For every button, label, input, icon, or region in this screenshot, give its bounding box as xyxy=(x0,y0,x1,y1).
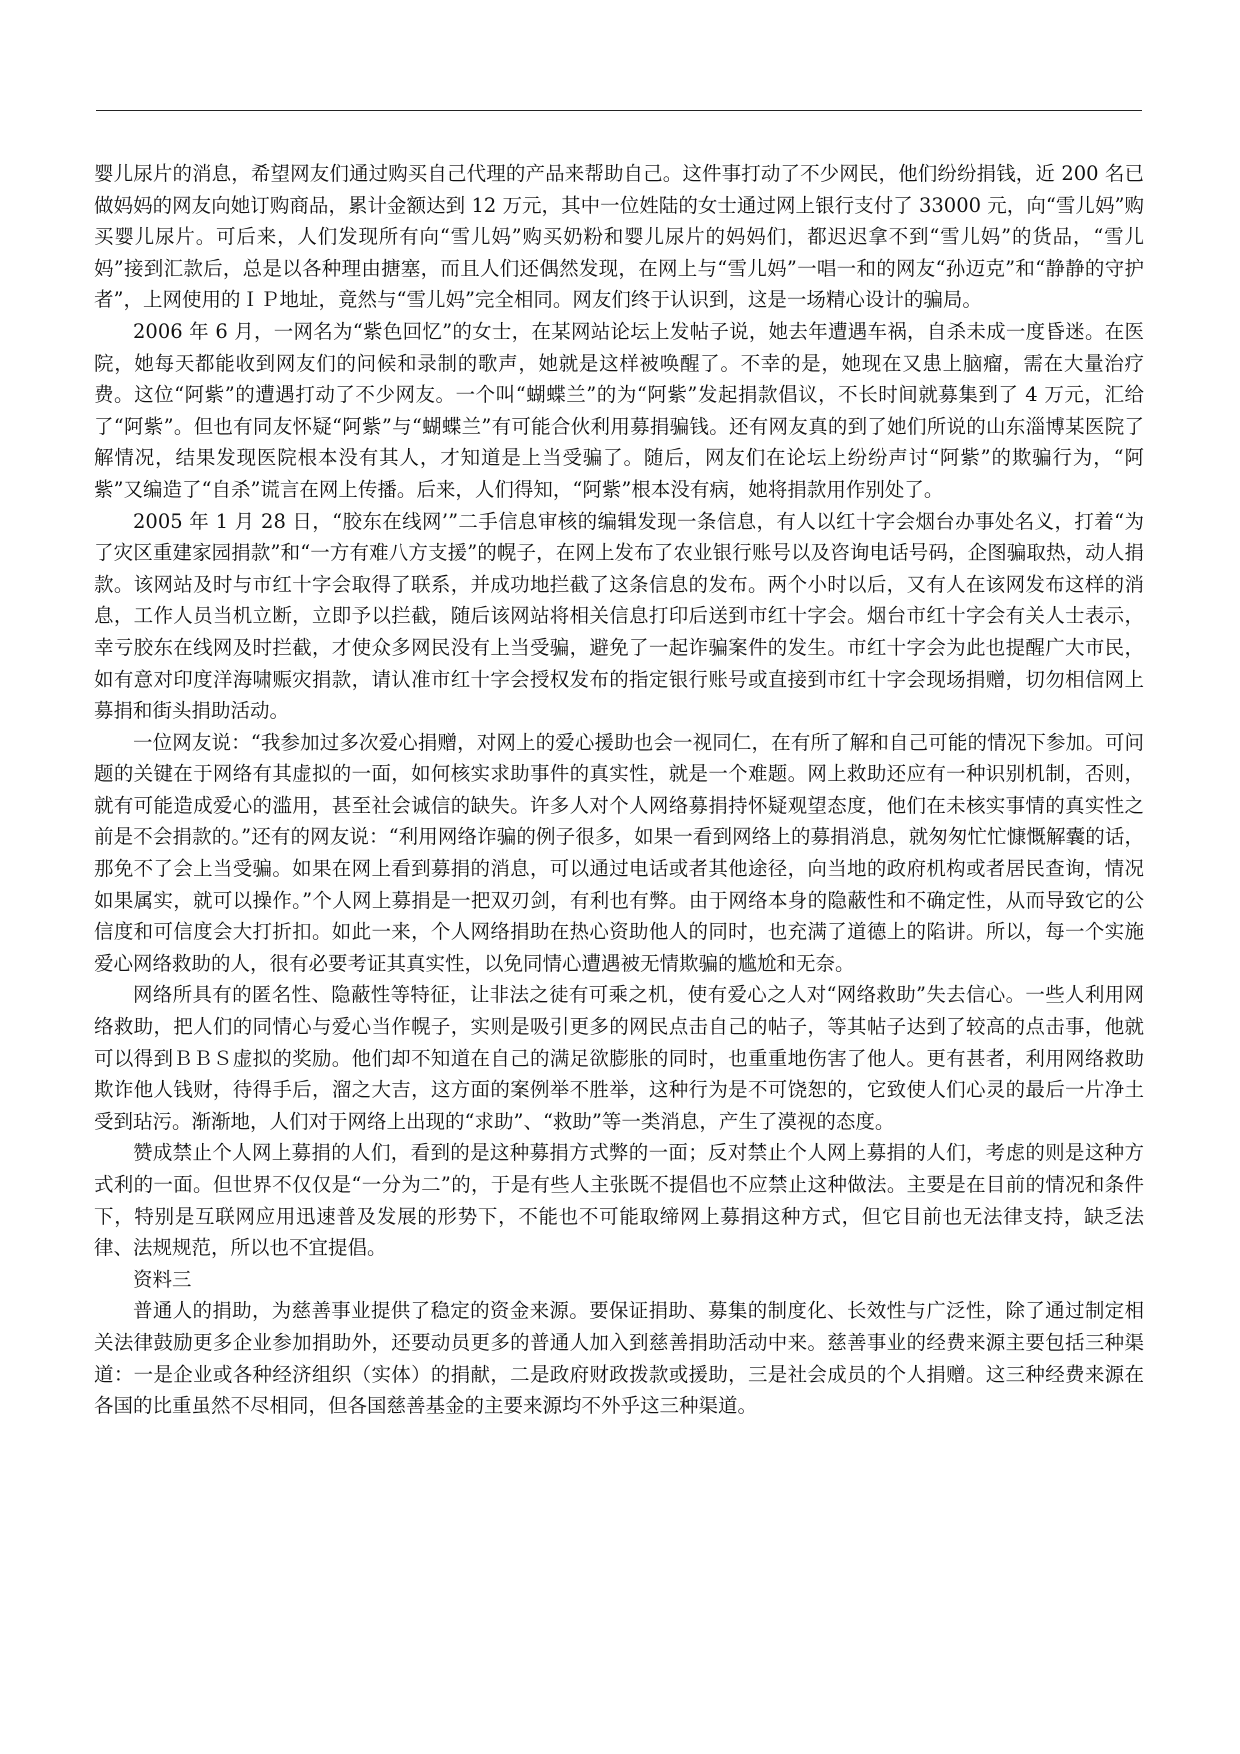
document-body xyxy=(94,158,1144,1422)
paragraph: 普通人的捐助，为慈善事业提供了稳定的资金来源。要保证捐助、募集的制度化、长效性与广泛性，除了通过制定相关法律鼓励更多企业参加捐助外，还要动员更多的普通人加入到慈善捐助活动中来。慈善事业的经费来源主要包括三种渠道：一是企业或各种经济组织（实体）的捐献，二是政府财政拨款或援助，三是社会成员的个人捐赠。这三种经费来源在各国的比重虽然不尽相同，但各国慈善基金的主要来源均不外乎这三种渠道。 xyxy=(94,1299,1144,1418)
paragraph: 2006 年 6 月，一网名为“紫色回忆”的女士，在某网站论坛上发帖子说，她去年遭遇车祸，自杀未成一度昏迷。在医院，她每天都能收到网友们的问候和录制的歌声，她就是这样被唤醒了。不幸的是，她现在又患上脑瘤，需在大量治疗费。这位“阿紫”的遭遇打动了不少网友。一个叫“蝴蝶兰”的为“阿紫”发起捐款倡议，不长时间就募集到了 4 万元，汇给了“阿紫”。但也有同友怀疑“阿紫”与“蝴蝶兰”有可能合伙利用募捐骗钱。还有网友真的到了她们所说的山东淄博某医院了解情况，结果发现医院根本没有其人，才知道是上当受骗了。随后，网友们在论坛上纷纷声讨“阿紫”的欺骗行为，“阿紫”又编造了“自杀”谎言在网上传播。后来，人们得知，“阿紫”根本没有病，她将捐款用作别处了。 xyxy=(94,319,1144,501)
paragraph: 2005 年 1 月 28 日，“胶东在线网’”二手信息审核的编辑发现一条信息，有人以红十字会烟台办事处名义，打着“为了灾区重建家园捐款”和“一方有难八方支援”的幌子，在网上发布了农业银行账号以及咨询电话号码，企图骗取热，动人捐款。该网站及时与市红十字会取得了联系，并成功地拦截了这条信息的发布。两个小时以后，又有人在该网发布这样的消息，工作人员当机立断，立即予以拦截，随后该网站将相关信息打印后送到市红十字会。烟台市红十字会有关人士表示，幸亏胶东在线网及时拦截，才使众多网民没有上当受骗，避免了一起诈骗案件的发生。市红十字会为此也提醒广大市民，如有意对印度洋海啸赈灾捐款，请认准市红十字会授权发布的指定银行账号或直接到市红十字会现场捐赠，切勿相信网上募捐和街头捐助活动。 xyxy=(94,509,1144,723)
paragraph: 赞成禁止个人网上募捐的人们，看到的是这种募捐方式弊的一面；反对禁止个人网上募捐的人们，考虑的则是这种方式利的一面。但世界不仅仅是“一分为二”的，于是有些人主张既不提倡也不应禁止这种做法。主要是在目前的情况和条件下，特别是互联网应用迅速普及发展的形势下，不能也不可能取缔网上募捐这种方式，但它目前也无法律支持，缺乏法律、法规规范，所以也不宜提倡。 xyxy=(94,1141,1144,1260)
header-rule xyxy=(96,110,1142,111)
paragraph: 一位网友说：“我参加过多次爱心捐赠，对网上的爱心援助也会一视同仁，在有所了解和自己可能的情况下参加。可问题的关键在于网络有其虚拟的一面，如何核实求助事件的真实性，就是一个难题。网上救助还应有一种识别机制，否则，就有可能造成爱心的滥用，甚至社会诚信的缺失。许多人对个人网络募捐持怀疑观望态度，他们在未核实事情的真实性之前是不会捐款的。”还有的网友说：“利用网络诈骗的例子很多，如果一看到网络上的募捐消息，就匆匆忙忙慷慨解囊的话，那免不了会上当受骗。如果在网上看到募捐的消息，可以通过电话或者其他途径，向当地的政府机构或者居民查询，情况如果属实，就可以操作。”个人网上募捐是一把双刃剑，有利也有弊。由于网络本身的隐蔽性和不确定性，从而导致它的公信度和可信度会大打折扣。如此一来，个人网络捐助在热心资助他人的同时，也充满了道德上的陷讲。所以，每一个实施爱心网络救助的人，很有必要考证其真实性，以免同情心遭遇被无情欺骗的尴尬和无奈。 xyxy=(94,730,1144,975)
section-heading: 资料三 xyxy=(133,1267,192,1291)
paragraph: 网络所具有的匿名性、隐蔽性等特征，让非法之徒有可乘之机，使有爱心之人对“网络救助”失去信心。一些人利用网络救助，把人们的同情心与爱心当作幌子，实则是吸引更多的网民点击自己的帖子，等其帖子达到了较高的点击事，他就可以得到ＢＢＳ虚拟的奖励。他们却不知道在自己的满足欲膨胀的同时，也重重地伤害了他人。更有甚者，利用网络救助欺诈他人钱财，待得手后，溜之大吉，这方面的案例举不胜举，这种行为是不可饶恕的，它致使人们心灵的最后一片净土受到玷污。渐渐地，人们对于网络上出现的“求助”、“救助”等一类消息，产生了漠视的态度。 xyxy=(94,983,1144,1133)
paragraph-continued: 婴儿尿片的消息，希望网友们通过购买自己代理的产品来帮助自己。这件事打动了不少网民，他们纷纷捐钱，近 200 名已做妈妈的网友向她订购商品，累计金额达到 12 万元，其中一位姓陆的女士通过网上银行支付了 33000 元，向“雪儿妈”购买婴儿尿片。可后来，人们发现所有向“雪儿妈”购买奶粉和婴儿尿片的妈妈们，都迟迟拿不到“雪儿妈”的货品，“雪儿妈”接到汇款后，总是以各种理由搪塞，而且人们还偶然发现，在网上与“雪儿妈”一唱一和的网友“孙迈克”和“静静的守护者”，上网使用的ＩＰ地址，竟然与“雪儿妈”完全相同。网友们终于认识到，这是一场精心设计的骗局。 xyxy=(94,162,1144,312)
